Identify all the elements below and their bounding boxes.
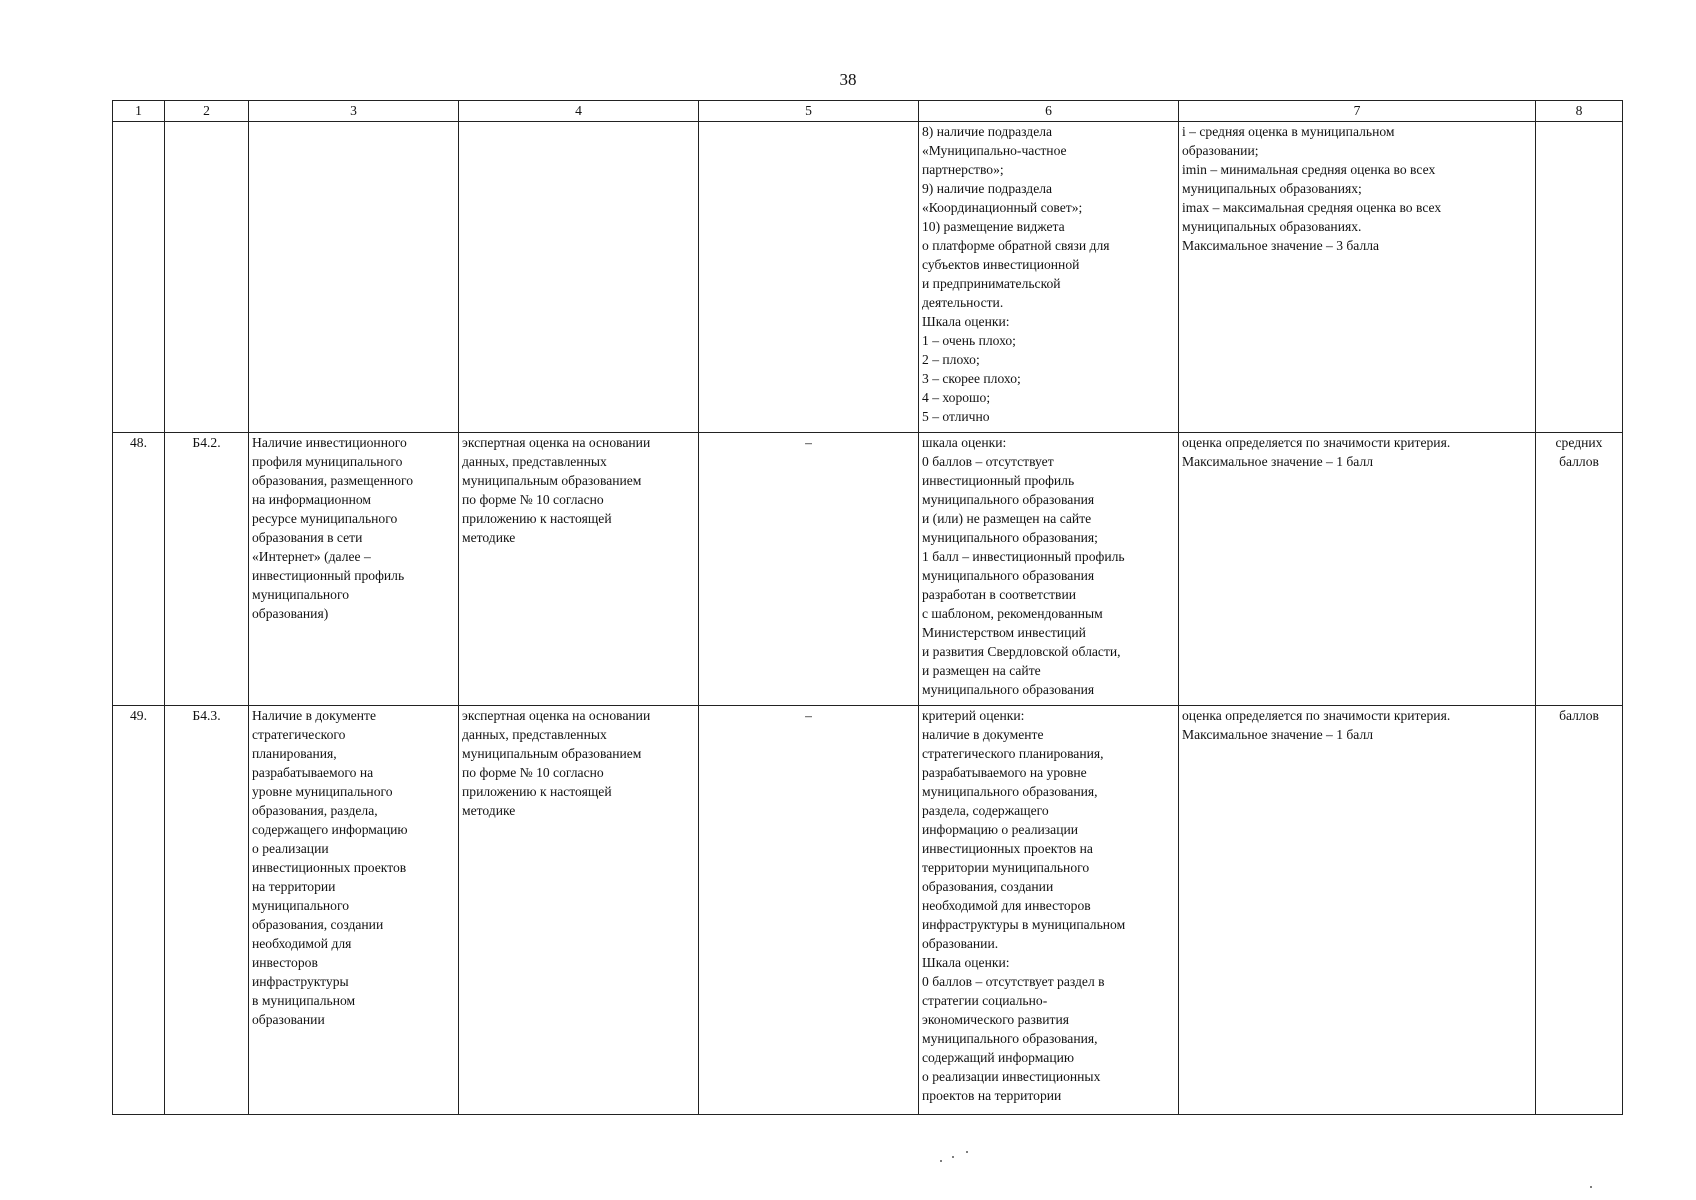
row-number bbox=[113, 122, 165, 433]
cell-text-line: образовании bbox=[252, 1012, 325, 1027]
cell-text-line: 0 баллов – отсутствует раздел в bbox=[922, 974, 1105, 989]
cell-text-line: планирования, bbox=[252, 746, 337, 761]
cell-text-line: о реализации bbox=[252, 841, 329, 856]
cell-text-line: с шаблоном, рекомендованным bbox=[922, 606, 1103, 621]
cell-text-line: ресурсе муниципального bbox=[252, 511, 398, 526]
cell-text-line: методике bbox=[462, 530, 516, 545]
criterion-name bbox=[249, 706, 459, 1115]
row-number: 48. bbox=[113, 433, 165, 706]
cell-text-line: инвестиционных проектов на bbox=[922, 841, 1093, 856]
cell-text-line: шкала оценки: bbox=[922, 435, 1007, 450]
header-col-2: 2 bbox=[165, 101, 249, 122]
cell-text-line: средних bbox=[1555, 435, 1603, 450]
column-5-value bbox=[699, 122, 919, 433]
cell-text-line: наличие в документе bbox=[922, 727, 1044, 742]
scan-speck bbox=[966, 1151, 968, 1153]
cell-text-line: образования, размещенного bbox=[252, 473, 414, 488]
cell-text-line: территории муниципального bbox=[922, 860, 1090, 875]
cell-text-line: Максимальное значение – 1 балл bbox=[1182, 454, 1374, 469]
evaluation-criteria bbox=[919, 433, 1179, 706]
unit-of-measure bbox=[1536, 122, 1623, 433]
cell-text-line: Министерством инвестиций bbox=[922, 625, 1086, 640]
cell-text-line: на информационном bbox=[252, 492, 372, 507]
scan-speck bbox=[940, 1160, 942, 1162]
cell-text-line: «Координационный совет»; bbox=[922, 200, 1083, 215]
cell-text-line: 8) наличие подраздела bbox=[922, 124, 1053, 139]
cell-text-line: стратегического планирования, bbox=[922, 746, 1104, 761]
cell-text-line: муниципального bbox=[252, 898, 350, 913]
cell-text-line: образовании. bbox=[922, 936, 999, 951]
unit-of-measure bbox=[1536, 706, 1623, 1115]
cell-text-line: разработан в соответствии bbox=[922, 587, 1077, 602]
cell-text-line: и размещен на сайте bbox=[922, 663, 1041, 678]
cell-text-line: образования) bbox=[252, 606, 329, 621]
cell-text-line: необходимой для bbox=[252, 936, 352, 951]
cell-text-line: и предпринимательской bbox=[922, 276, 1061, 291]
header-col-7: 7 bbox=[1179, 101, 1536, 122]
cell-text-line: «Интернет» (далее – bbox=[252, 549, 371, 564]
cell-text-line: баллов bbox=[1559, 454, 1599, 469]
header-col-4: 4 bbox=[459, 101, 699, 122]
cell-text-line: по форме № 10 согласно bbox=[462, 765, 604, 780]
cell-text-line: баллов bbox=[1559, 708, 1599, 723]
header-col-6: 6 bbox=[919, 101, 1179, 122]
row-number: 49. bbox=[113, 706, 165, 1115]
cell-text-line: муниципальным образованием bbox=[462, 746, 642, 761]
cell-text-line: 0 баллов – отсутствует bbox=[922, 454, 1054, 469]
cell-text-line: муниципального образования, bbox=[922, 784, 1098, 799]
cell-text-line: муниципального образования; bbox=[922, 530, 1098, 545]
page-number: 38 bbox=[839, 70, 857, 89]
cell-text-line: 3 – скорее плохо; bbox=[922, 371, 1021, 386]
cell-text-line: оценка определяется по значимости критерия. bbox=[1182, 435, 1451, 450]
evaluation-method bbox=[459, 706, 699, 1115]
cell-text-line: партнерство»; bbox=[922, 162, 1004, 177]
column-5-value: – bbox=[699, 433, 919, 706]
header-col-8: 8 bbox=[1536, 101, 1623, 122]
cell-text-line: о платформе обратной связи для bbox=[922, 238, 1110, 253]
cell-text-line: данных, представленных bbox=[462, 454, 607, 469]
cell-text-line: муниципального образования bbox=[922, 568, 1095, 583]
scan-speck bbox=[1590, 1186, 1592, 1188]
cell-text-line: на территории bbox=[252, 879, 336, 894]
cell-text-line: 4 – хорошо; bbox=[922, 390, 991, 405]
cell-text-line: Наличие инвестиционного bbox=[252, 435, 407, 450]
cell-text-line: проектов на территории bbox=[922, 1088, 1062, 1103]
evaluation-method bbox=[459, 122, 699, 433]
cell-text-line: разрабатываемого на уровне bbox=[922, 765, 1087, 780]
cell-text-line: субъектов инвестиционной bbox=[922, 257, 1080, 272]
cell-text-line: 10) размещение виджета bbox=[922, 219, 1065, 234]
table-row bbox=[113, 433, 1623, 706]
cell-text-line: 1 балл – инвестиционный профиль bbox=[922, 549, 1125, 564]
cell-text-line: Шкала оценки: bbox=[922, 314, 1010, 329]
cell-text-line: необходимой для инвесторов bbox=[922, 898, 1091, 913]
cell-text-line: imin – минимальная средняя оценка во всех bbox=[1182, 162, 1436, 177]
cell-text-line: инвестиционный профиль bbox=[252, 568, 405, 583]
cell-text-line: инфраструктуры bbox=[252, 974, 349, 989]
unit-of-measure bbox=[1536, 433, 1623, 706]
cell-text-line: деятельности. bbox=[922, 295, 1004, 310]
cell-text-line: стратегического bbox=[252, 727, 346, 742]
cell-text-line: образования в сети bbox=[252, 530, 363, 545]
table-row bbox=[113, 122, 1623, 433]
cell-text-line: imax – максимальная средняя оценка во всех bbox=[1182, 200, 1442, 215]
cell-text-line: муниципальным образованием bbox=[462, 473, 642, 488]
criterion-code: Б4.3. bbox=[165, 706, 249, 1115]
cell-text-line: муниципальных образованиях. bbox=[1182, 219, 1362, 234]
cell-text-line: муниципального образования bbox=[922, 682, 1095, 697]
cell-text-line: Наличие в документе bbox=[252, 708, 377, 723]
column-5-value: – bbox=[699, 706, 919, 1115]
cell-text-line: муниципальных образованиях; bbox=[1182, 181, 1362, 196]
cell-text-line: о реализации инвестиционных bbox=[922, 1069, 1101, 1084]
table-row bbox=[113, 706, 1623, 1115]
cell-text-line: образования, создании bbox=[252, 917, 384, 932]
header-row bbox=[113, 101, 1623, 122]
cell-text-line: образовании; bbox=[1182, 143, 1259, 158]
evaluation-criteria bbox=[919, 706, 1179, 1115]
calculation-formula bbox=[1179, 122, 1536, 433]
cell-text-line: данных, представленных bbox=[462, 727, 607, 742]
cell-text-line: в муниципальном bbox=[252, 993, 356, 1008]
cell-text-line: Максимальное значение – 3 балла bbox=[1182, 238, 1380, 253]
cell-text-line: разрабатываемого на bbox=[252, 765, 374, 780]
criterion-name bbox=[249, 433, 459, 706]
evaluation-criteria bbox=[919, 122, 1179, 433]
header-col-3: 3 bbox=[249, 101, 459, 122]
criterion-code bbox=[165, 122, 249, 433]
cell-text-line: методике bbox=[462, 803, 516, 818]
cell-text-line: по форме № 10 согласно bbox=[462, 492, 604, 507]
cell-text-line: инвестиционный профиль bbox=[922, 473, 1075, 488]
calculation-formula bbox=[1179, 706, 1536, 1115]
calculation-formula bbox=[1179, 433, 1536, 706]
cell-text-line: Максимальное значение – 1 балл bbox=[1182, 727, 1374, 742]
cell-text-line: стратегии социально- bbox=[922, 993, 1048, 1008]
cell-text-line: и (или) не размещен на сайте bbox=[922, 511, 1092, 526]
cell-text-line: 9) наличие подраздела bbox=[922, 181, 1053, 196]
scan-speck bbox=[952, 1156, 954, 1158]
criteria-table bbox=[112, 100, 1623, 1115]
cell-text-line: уровне муниципального bbox=[252, 784, 393, 799]
cell-text-line: профиля муниципального bbox=[252, 454, 403, 469]
cell-text-line: приложению к настоящей bbox=[462, 784, 612, 799]
cell-text-line: оценка определяется по значимости критерия. bbox=[1182, 708, 1451, 723]
cell-text-line: раздела, содержащего bbox=[922, 803, 1049, 818]
cell-text-line: информацию о реализации bbox=[922, 822, 1079, 837]
header-col-5: 5 bbox=[699, 101, 919, 122]
cell-text-line: инфраструктуры в муниципальном bbox=[922, 917, 1126, 932]
cell-text-line: и развития Свердловской области, bbox=[922, 644, 1121, 659]
cell-text-line: экономического развития bbox=[922, 1012, 1069, 1027]
cell-text-line: 5 – отлично bbox=[922, 409, 990, 424]
cell-text-line: экспертная оценка на основании bbox=[462, 708, 651, 723]
cell-text-line: «Муниципально-частное bbox=[922, 143, 1067, 158]
cell-text-line: содержащий информацию bbox=[922, 1050, 1075, 1065]
criterion-name bbox=[249, 122, 459, 433]
cell-text-line: муниципального образования bbox=[922, 492, 1095, 507]
cell-text-line: муниципального образования, bbox=[922, 1031, 1098, 1046]
cell-text-line: экспертная оценка на основании bbox=[462, 435, 651, 450]
evaluation-method bbox=[459, 433, 699, 706]
cell-text-line: инвестиционных проектов bbox=[252, 860, 407, 875]
cell-text-line: 1 – очень плохо; bbox=[922, 333, 1016, 348]
cell-text-line: критерий оценки: bbox=[922, 708, 1025, 723]
header-col-1: 1 bbox=[113, 101, 165, 122]
cell-text-line: содержащего информацию bbox=[252, 822, 408, 837]
cell-text-line: 2 – плохо; bbox=[922, 352, 980, 367]
cell-text-line: инвесторов bbox=[252, 955, 318, 970]
cell-text-line: образования, создании bbox=[922, 879, 1054, 894]
cell-text-line: приложению к настоящей bbox=[462, 511, 612, 526]
cell-text-line: Шкала оценки: bbox=[922, 955, 1010, 970]
cell-text-line: образования, раздела, bbox=[252, 803, 378, 818]
criterion-code: Б4.2. bbox=[165, 433, 249, 706]
cell-text-line: муниципального bbox=[252, 587, 350, 602]
cell-text-line: i – средняя оценка в муниципальном bbox=[1182, 124, 1395, 139]
